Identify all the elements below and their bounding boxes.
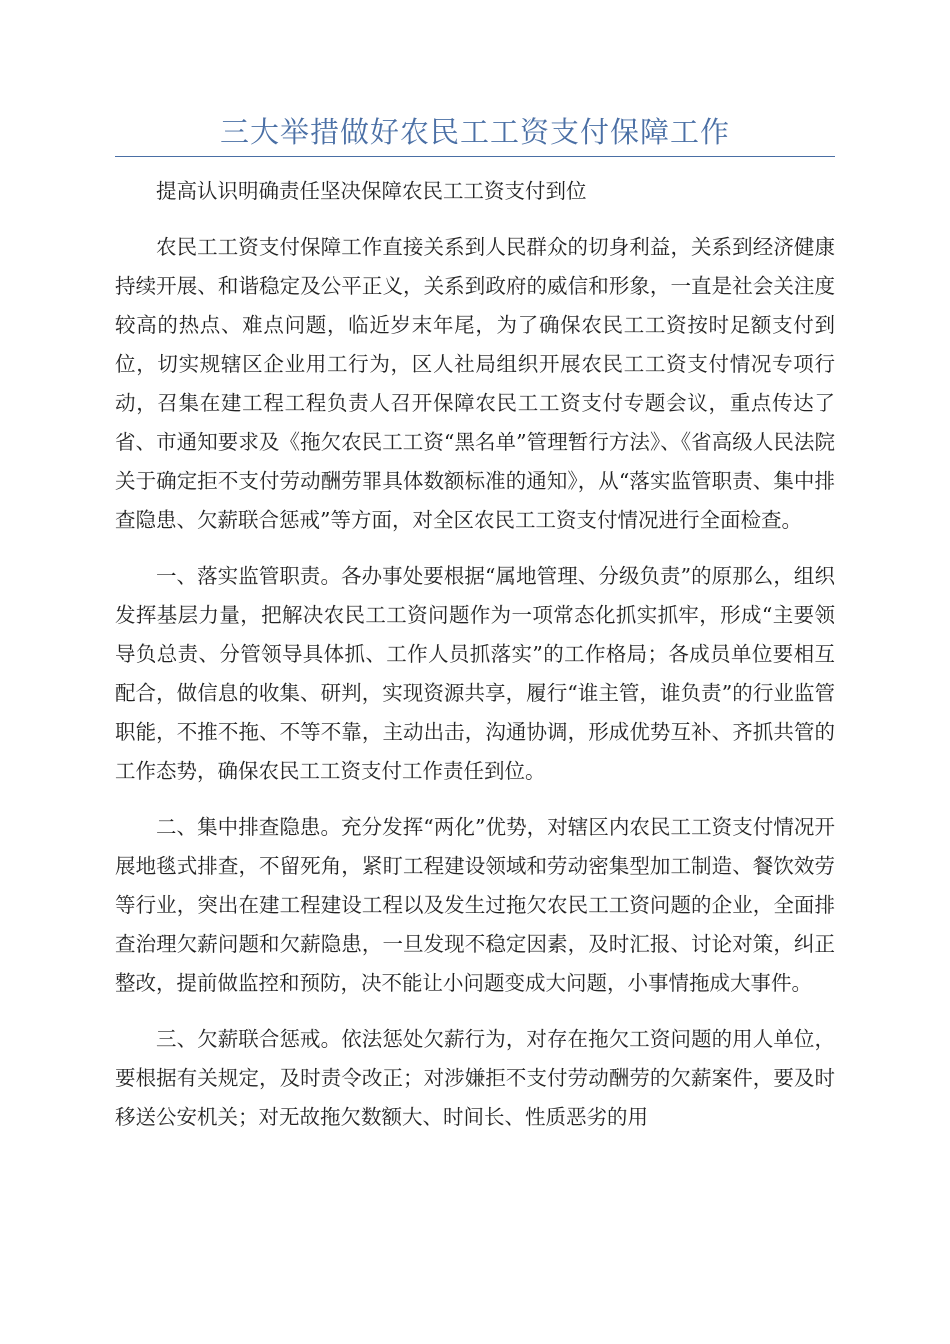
- title-underline: [115, 156, 835, 157]
- paragraph-section-2: 二、集中排查隐患。充分发挥“两化”优势，对辖区内农民工工资支付情况开展地毯式排查，不留死角，紧盯工程建设领域和劳动密集型加工制造、餐饮效劳等行业，突出在建工程建设工程以及发生过拖欠农民工工资问题的企业，全面排查治理欠薪问题和欠薪隐患，一旦发现不稳定因素，及时汇报、讨论对策，纠正整改，提前做监控和预防，决不能让小问题变成大问题，小事情拖成大事件。: [115, 815, 835, 995]
- document-body: [115, 172, 835, 1154]
- paragraph-intro: 农民工工资支付保障工作直接关系到人民群众的切身利益，关系到经济健康持续开展、和谐稳定及公平正义，关系到政府的威信和形象，一直是社会关注度较高的热点、难点问题，临近岁末年尾，为了确保农民工工资按时足额支付到位，切实规辖区企业用工行为，区人社局组织开展农民工工资支付情况专项行动，召集在建工程工程负责人召开保障农民工工资支付专题会议，重点传达了省、市通知要求及《拖欠农民工工资“黑名单”管理暂行方法》、《省高级人民法院关于确定拒不支付劳动酬劳罪具体数额标准的通知》，从“落实监管职责、集中排查隐患、欠薪联合惩戒”等方面，对全区农民工工资支付情况进行全面检查。: [115, 235, 835, 532]
- paragraph-section-3: 三、欠薪联合惩戒。依法惩处欠薪行为，对存在拖欠工资问题的用人单位，要根据有关规定，及时责令改正；对涉嫌拒不支付劳动酬劳的欠薪案件，要及时移送公安机关；对无故拖欠数额大、时间长、性质恶劣的用: [115, 1027, 835, 1129]
- document-title: 三大举措做好农民工工资支付保障工作: [219, 115, 730, 149]
- paragraph-section-1: 一、落实监管职责。各办事处要根据“属地管理、分级负责”的原那么，组织发挥基层力量，把解决农民工工资问题作为一项常态化抓实抓牢，形成“主要领导负总责、分管领导具体抓、工作人员抓落实”的工作格局；各成员单位要相互配合，做信息的收集、研判，实现资源共享，履行“谁主管，谁负责”的行业监管职能，不推不拖、不等不靠，主动出击，沟通协调，形成优势互补、齐抓共管的工作态势，确保农民工工资支付工作责任到位。: [115, 564, 835, 783]
- document-subtitle: 提高认识明确责任坚决保障农民工工资支付到位: [156, 179, 587, 203]
